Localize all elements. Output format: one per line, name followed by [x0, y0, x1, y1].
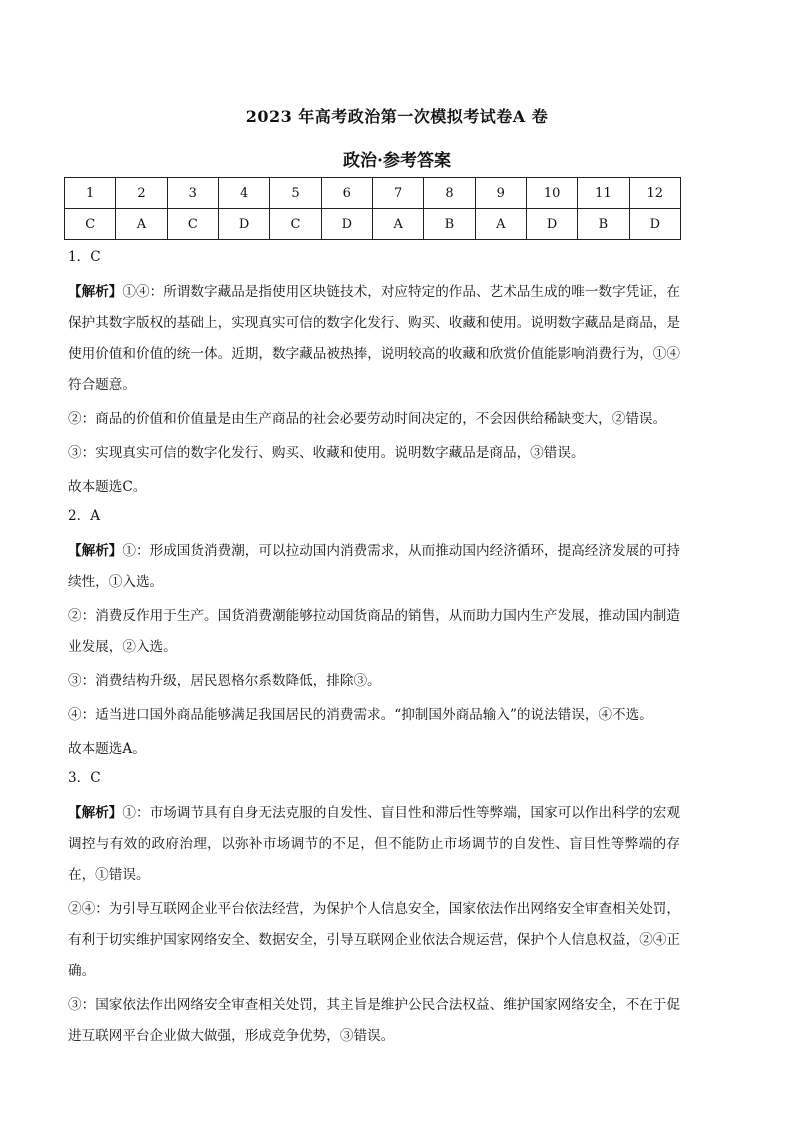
analysis-paragraph [68, 601, 680, 663]
table-cell-number: 11 [578, 178, 629, 209]
conclusion-line [68, 472, 680, 503]
table-cell-number: 1 [65, 178, 116, 209]
paragraph-text: ①：形成国货消费潮，可以拉动国内消费需求，从而推动国内经济循环，提高经济发展的可持续性，①入选。 [68, 543, 681, 590]
analysis-paragraph [68, 798, 680, 891]
paragraph-text: ②④：为引导互联网企业平台依法经营，为保护个人信息安全，国家依法作出网络安全审查相关处罚，有利于切实维护国家网络安全、数据安全，引导互联网企业依法合规运营，保护个人信息权益，②④正确。 [68, 901, 680, 979]
analysis-paragraph [68, 438, 680, 469]
table-cell-number: 6 [321, 178, 372, 209]
paragraph-text: ②：消费反作用于生产。国货消费潮能够拉动国货商品的销售，从而助力国内生产发展，推动国内制造业发展，②入选。 [68, 608, 680, 655]
answer-table-answer-row [65, 209, 681, 240]
table-cell-answer: C [65, 209, 116, 240]
table-cell-number: 5 [270, 178, 321, 209]
question-number: 3．C [68, 770, 101, 786]
table-cell-answer: D [218, 209, 269, 240]
table-cell-answer: D [526, 209, 577, 240]
question-number: 2．A [68, 508, 101, 524]
analysis-label: 【解析】 [68, 543, 123, 559]
paragraph-text: ③：国家依法作出网络安全审查相关处罚，其主旨是维护公民合法权益、维护国家网络安全，不在于促进互联网平台企业做大做强，形成竞争优势，③错误。 [68, 997, 680, 1044]
table-cell-number: 10 [526, 178, 577, 209]
explanations [68, 246, 680, 1055]
table-cell-answer: A [116, 209, 167, 240]
analysis-paragraph [68, 277, 680, 401]
table-cell-number: 7 [372, 178, 423, 209]
question-number: 1．C [68, 249, 101, 265]
analysis-label: 【解析】 [68, 284, 123, 300]
table-cell-number: 8 [424, 178, 475, 209]
analysis-paragraph [68, 536, 680, 598]
table-cell-answer: C [270, 209, 321, 240]
analysis-paragraph [68, 666, 680, 697]
table-cell-answer: B [578, 209, 629, 240]
table-cell-answer: D [629, 209, 680, 240]
document-title: 2023 年高考政治第一次模拟考试卷A 卷 [245, 107, 549, 126]
table-cell-answer: C [167, 209, 218, 240]
paragraph-text: 故本题选A。 [68, 741, 146, 757]
table-cell-answer: A [372, 209, 423, 240]
analysis-paragraph [68, 700, 680, 731]
table-cell-answer: A [475, 209, 526, 240]
table-cell-number: 2 [116, 178, 167, 209]
table-cell-number: 4 [218, 178, 269, 209]
table-cell-number: 12 [629, 178, 680, 209]
analysis-paragraph [68, 894, 680, 987]
paragraph-text: 故本题选C。 [68, 479, 147, 495]
answer-table [64, 177, 681, 240]
table-cell-number: 9 [475, 178, 526, 209]
paragraph-text: ①④：所谓数字藏品是指使用区块链技术，对应特定的作品、艺术品生成的唯一数字凭证，在保护其数字版权的基础上，实现真实可信的数字化发行、购买、收藏和使用。说明数字藏品是商品，是使用价值和价值的统一体。近期，数字藏品被热捧，说明较高的收藏和欣赏价值能影响消费行为，①④符合题意。 [68, 284, 681, 393]
paragraph-text: ③：实现真实可信的数字化发行、购买、收藏和使用。说明数字藏品是商品，③错误。 [68, 445, 585, 461]
answer-table-number-row [65, 178, 681, 209]
question-block [68, 767, 680, 1052]
paragraph-text: ③：消费结构升级，居民恩格尔系数降低，排除③。 [68, 673, 381, 689]
question-block [68, 505, 680, 765]
paragraph-text: ④：适当进口国外商品能够满足我国居民的消费需求。“抑制国外商品输入”的说法错误，④不选。 [68, 707, 653, 723]
paragraph-text: ②：商品的价值和价值量是由生产商品的社会必要劳动时间决定的，不会因供给稀缺变大，②错误。 [68, 411, 667, 427]
conclusion-line [68, 734, 680, 765]
analysis-label: 【解析】 [68, 805, 123, 821]
table-cell-number: 3 [167, 178, 218, 209]
analysis-paragraph [68, 990, 680, 1052]
document-subtitle: 政治·参考答案 [343, 151, 451, 171]
question-block [68, 246, 680, 503]
analysis-paragraph [68, 404, 680, 435]
table-cell-answer: B [424, 209, 475, 240]
table-cell-answer: D [321, 209, 372, 240]
paragraph-text: ①：市场调节具有自身无法克服的自发性、盲目性和滞后性等弊端，国家可以作出科学的宏观调控与有效的政府治理，以弥补市场调节的不足，但不能防止市场调节的自发性、盲目性等弊端的存在，①错误。 [68, 805, 681, 883]
